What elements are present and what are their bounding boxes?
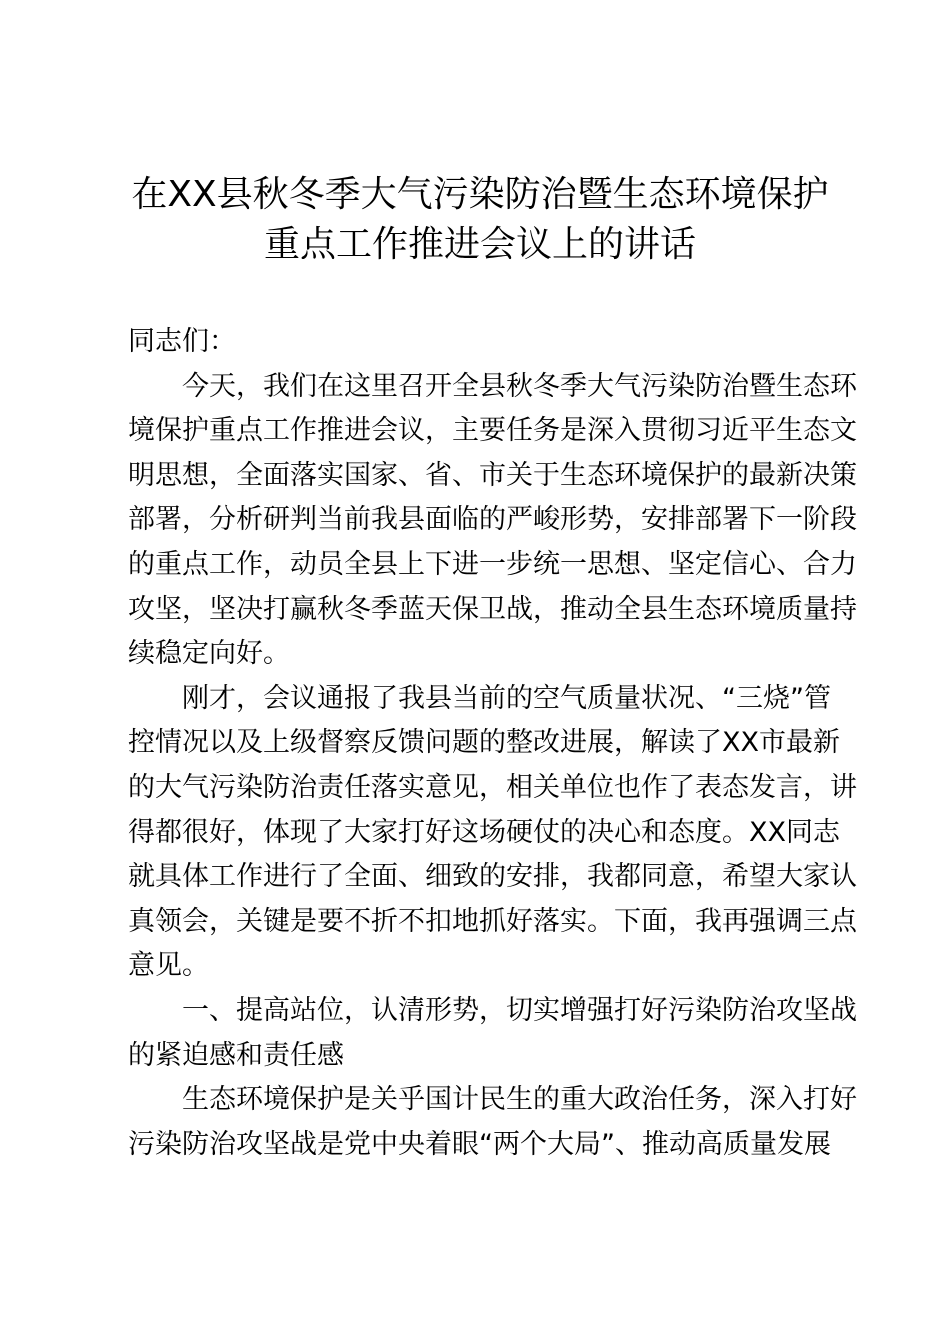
section-heading <box>128 989 857 1078</box>
text-line: 的大气污染防治责任落实意见，相关单位也作了表态发言，讲 <box>128 771 857 803</box>
text-line: 今天，我们在这里召开全县秋冬季大气污染防治暨生态环 <box>182 370 857 402</box>
text-line: 就具体工作进行了全面、细致的安排，我都同意，希望大家认 <box>128 861 857 893</box>
text-line: 部署，分析研判当前我县面临的严峻形势，安排部署下一阶段 <box>128 504 857 536</box>
document-body <box>128 320 857 1167</box>
text-line: 得都很好，体现了大家打好这场硬仗的决心和态度。XX同志 <box>128 816 840 848</box>
paragraph <box>128 365 857 677</box>
title-line-1: 在XX县秋冬季大气污染防治暨生态环境保护 <box>131 174 829 215</box>
text-line: 控情况以及上级督察反馈问题的整改进展，解读了XX市最新 <box>128 727 840 759</box>
text-line: 一、提高站位，认清形势，切实增强打好污染防治攻坚战 <box>182 994 857 1026</box>
text-line: 真领会，关键是要不折不扣地抓好落实。下面，我再强调三点 <box>128 905 857 937</box>
text-line: 境保护重点工作推进会议，主要任务是深入贯彻习近平生态文 <box>128 415 857 447</box>
title-line-2: 重点工作推进会议上的讲话 <box>263 224 696 265</box>
text-line: 意见。 <box>128 950 209 982</box>
salutation: 同志们： <box>128 326 236 357</box>
paragraph <box>128 677 857 989</box>
text-line: 的紧迫感和责任感 <box>128 1039 344 1071</box>
text-line: 明思想，全面落实国家、省、市关于生态环境保护的最新决策 <box>128 459 857 491</box>
text-line: 生态环境保护是关乎国计民生的重大政治任务，深入打好 <box>182 1084 857 1116</box>
text-line: 续稳定向好。 <box>128 638 290 670</box>
text-line: 的重点工作，动员全县上下进一步统一思想、坚定信心、合力 <box>128 548 857 580</box>
text-line: 攻坚，坚决打赢秋冬季蓝天保卫战，推动全县生态环境质量持 <box>128 593 857 625</box>
text-line: 刚才，会议通报了我县当前的空气质量状况、“三烧”管 <box>182 682 831 714</box>
text-line: 污染防治攻坚战是党中央着眼“两个大局”、推动高质量发展 <box>128 1128 831 1160</box>
paragraph <box>128 1078 857 1167</box>
